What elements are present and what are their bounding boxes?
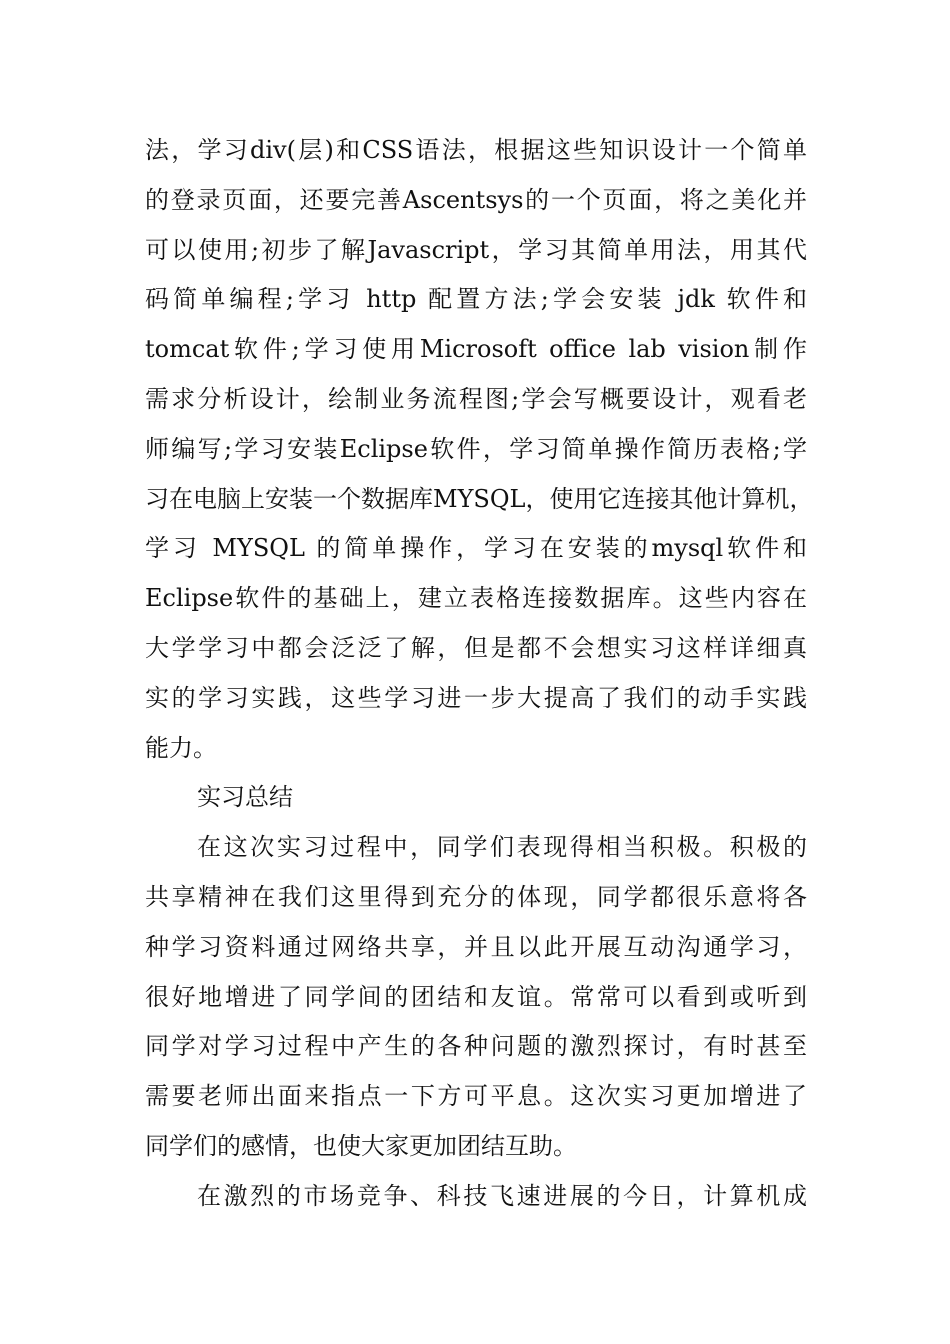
text-line: 实的学习实践，这些学习进一步大提高了我们的动手实践 [145, 683, 807, 712]
text-line: 码简单编程;学习 http 配置方法;学会安装 jdk 软件和 [145, 285, 807, 314]
text-line: 需求分析设计，绘制业务流程图;学会写概要设计，观看老 [145, 384, 807, 413]
paragraph-summary [145, 823, 807, 1172]
text-line: 的登录页面，还要完善Ascentsys的一个页面，将之美化并 [145, 185, 807, 214]
text-line: tomcat软件;学习使用Microsoft office lab vision制作 [145, 335, 807, 364]
text-line: 习在电脑上安装一个数据库MYSQL，使用它连接其他计算机， [145, 484, 814, 513]
text-line: 学习 MYSQL 的简单操作，学习在安装的mysql软件和 [145, 534, 807, 563]
paragraph-internship-content [145, 126, 814, 773]
text-line: Eclipse软件的基础上，建立表格连接数据库。这些内容在 [145, 584, 807, 613]
text-line: 需要老师出面来指点一下方可平息。这次实习更加增进了 [145, 1082, 807, 1111]
section-heading: 实习总结 [197, 783, 293, 812]
text-line: 师编写;学习安装Eclipse软件，学习简单操作简历表格;学 [145, 434, 807, 463]
text-line: 在激烈的市场竞争、科技飞速进展的今日，计算机成 [197, 1181, 807, 1210]
paragraph-market [145, 1172, 807, 1222]
text-line: 很好地增进了同学间的团结和友谊。常常可以看到或听到 [145, 982, 807, 1011]
text-line: 法，学习div(层)和CSS语法，根据这些知识设计一个简单 [145, 136, 807, 164]
text-line: 同学对学习过程中产生的各种问题的激烈探讨，有时甚至 [145, 1032, 807, 1061]
text-line: 能力。 [145, 733, 217, 762]
text-line: 共享精神在我们这里得到充分的体现，同学都很乐意将各 [145, 882, 807, 911]
text-line: 种学习资料通过网络共享，并且以此开展互动沟通学习， [145, 932, 807, 961]
text-line: 可以使用;初步了解Javascript，学习其简单用法，用其代 [145, 235, 807, 264]
text-line: 在这次实习过程中，同学们表现得相当积极。积极的 [197, 833, 807, 862]
text-line: 大学学习中都会泛泛了解，但是都不会想实习这样详细真 [145, 633, 807, 662]
document-page [145, 126, 814, 1222]
text-line: 同学们的感情，也使大家更加团结互助。 [145, 1131, 577, 1160]
